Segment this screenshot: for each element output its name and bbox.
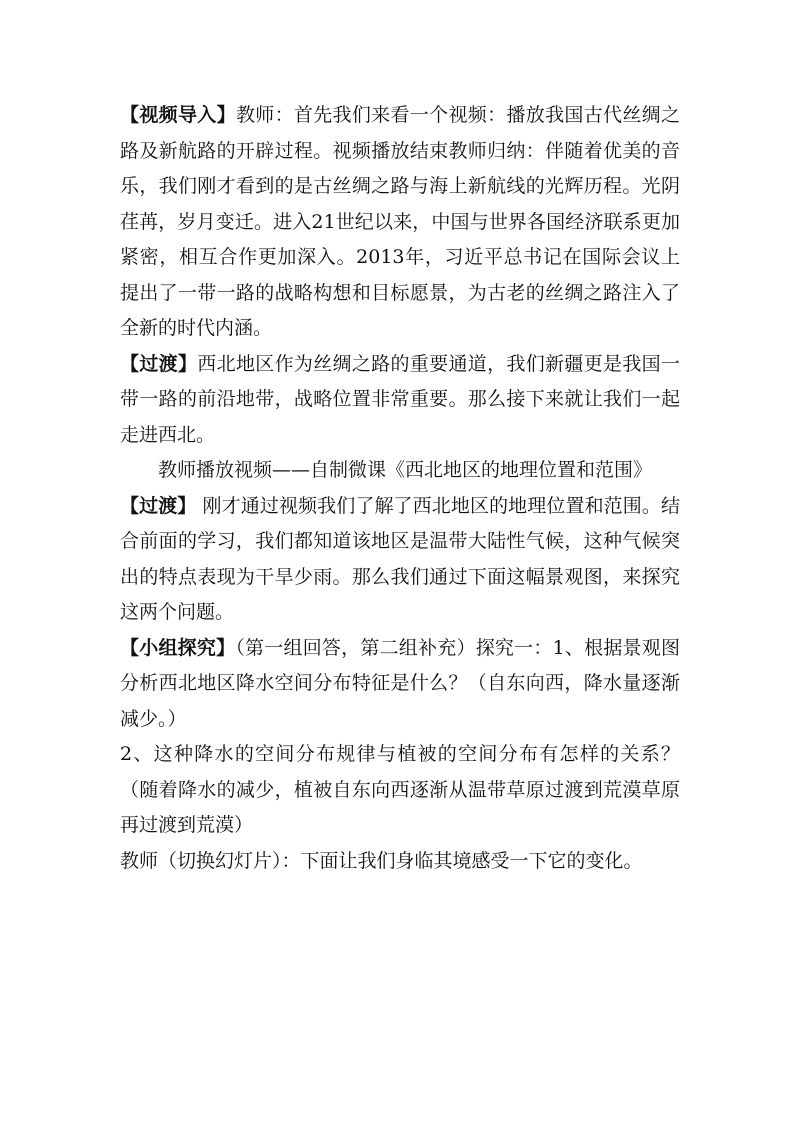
paragraph-group-inquiry — [120, 631, 680, 738]
paragraph-transition-1 — [120, 347, 680, 454]
document-page — [120, 98, 680, 879]
paragraph-slide-switch — [120, 844, 680, 880]
paragraph-text: 教师（切换幻灯片）：下面让我们身临其境感受一下它的变化。 — [120, 849, 643, 872]
section-tag: 【小组探究】 — [120, 636, 236, 659]
paragraph-text: 西北地区作为丝绸之路的重要通道，我们新疆更是我国一带一路的前沿地带，战略位置非常重要。那么接下来就让我们一起走进西北。 — [120, 352, 680, 446]
paragraph-text: 2、这种降水的空间分布规律与植被的空间分布有怎样的关系？（随着降水的减少，植被自东向西逐渐从温带草原过渡到荒漠草原再过渡到荒漠） — [120, 743, 680, 836]
paragraph-question-2 — [120, 737, 680, 844]
section-tag: 【过渡】 — [120, 352, 198, 375]
paragraph-transition-2 — [120, 489, 680, 631]
paragraph-micro-lesson — [120, 453, 680, 489]
paragraph-text: 教师：首先我们来看一个视频：播放我国古代丝绸之路及新航路的开辟过程。视频播放结束教师归纳：伴随着优美的音乐，我们刚才看到的是古丝绸之路与海上新航线的光辉历程。光阴荏苒，岁月变迁。进入21世纪以来，中国与世界各国经济联系更加紧密，相互合作更加深入。2013年，习近平总书记在国际会议上提出了一带一路的战略构想和目标愿景，为古老的丝绸之路注入了全新的时代内涵。 — [120, 104, 680, 339]
paragraph-text: （第一组回答，第二组补充）探究一：1、根据景观图分析西北地区降水空间分布特征是什么？（自东向西，降水量逐渐减少。） — [120, 636, 680, 730]
paragraph-text: 刚才通过视频我们了解了西北地区的地理位置和范围。结合前面的学习，我们都知道该地区是温带大陆性气候，这种气候突出的特点表现为干旱少雨。那么我们通过下面这幅景观图，来探究这两个问题。 — [120, 494, 680, 623]
paragraph-video-intro — [120, 98, 680, 347]
paragraph-text: 教师播放视频——自制微课《西北地区的地理位置和范围》 — [158, 459, 653, 481]
section-tag: 【过渡】 — [120, 494, 197, 517]
section-tag: 【视频导入】 — [120, 104, 236, 126]
